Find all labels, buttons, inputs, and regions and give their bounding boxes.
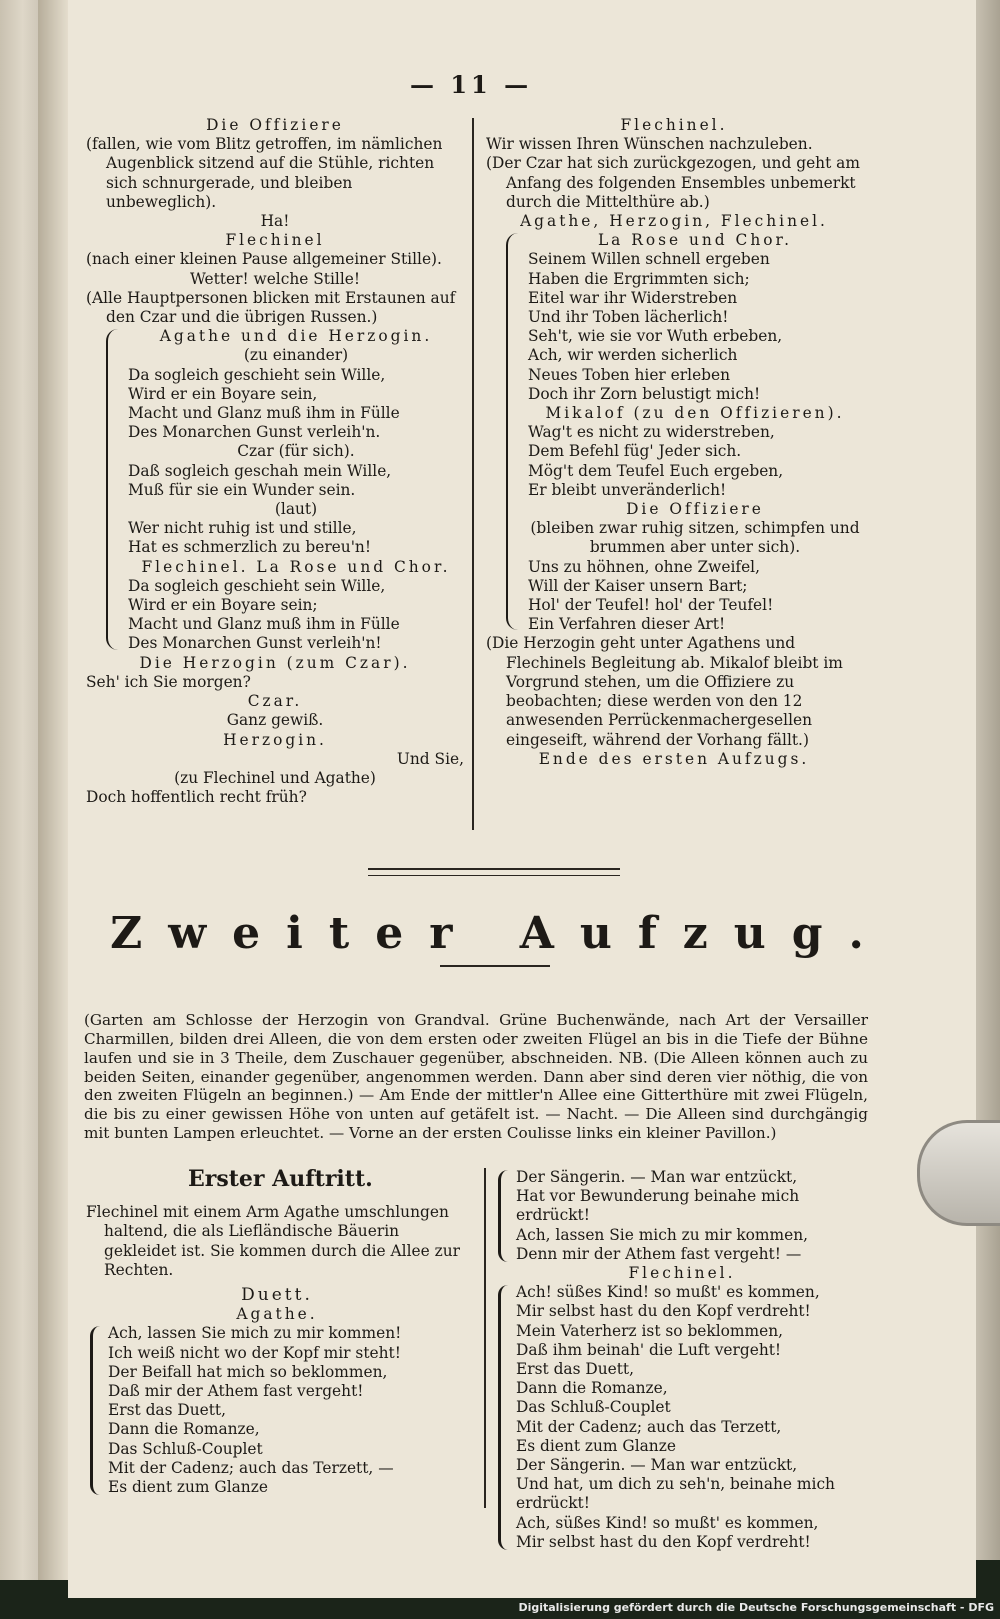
text-line: Der Sängerin. — Man war entzückt, xyxy=(516,1456,798,1475)
text-line: Wird er ein Boyare sein; xyxy=(128,596,318,615)
text-line: Wetter! welche Stille! xyxy=(189,269,361,288)
text-line: Ach! süßes Kind! so mußt' es kommen, xyxy=(516,1283,820,1302)
act-title-underline xyxy=(440,965,550,967)
scene-column-right xyxy=(494,1168,870,1552)
scene-title: Erster Auftritt. xyxy=(188,1166,373,1192)
text-line: Der Sängerin. — Man war entzückt, xyxy=(516,1168,798,1186)
text-line: Dann die Romanze, xyxy=(516,1379,668,1398)
text-line: La Rose und Chor. xyxy=(597,231,793,250)
book-left-edge xyxy=(0,0,38,1580)
text-line: Er bleibt unveränderlich! xyxy=(528,480,727,499)
text-line: Mir selbst hast du den Kopf verdreht! xyxy=(516,1532,811,1551)
text-line: Hat vor Bewunderung beinahe mich erdrückt! xyxy=(516,1187,800,1225)
text-line: (Die Herzogin geht unter Agathens und Flechinels Begleitung ab. Mikalof bleibt im Vorgrund stehen, um die Offiziere zu beobachten; diese werden von den 12 anwesenden Perrückenmachergesellen eingeseift, während der Vorhang fällt.) xyxy=(486,634,843,749)
text-line: Seh' ich Sie morgen? xyxy=(86,672,251,691)
text-line: Hol' der Teufel! hol' der Teufel! xyxy=(528,596,774,615)
scene-column-left xyxy=(86,1168,468,1497)
text-line: Herzogin. xyxy=(223,730,327,749)
text-line: Ein Verfahren dieser Art! xyxy=(528,615,726,634)
text-line: Mein Vaterherz ist so beklommen, xyxy=(516,1321,784,1340)
left-verse-block xyxy=(86,327,464,653)
text-line: (fallen, wie vom Blitz getroffen, im nämlichen Augenblick sitzend auf die Stühle, richten sich schnurgerade, und bleiben unbeweglich). xyxy=(86,135,443,211)
text-line: Die Offiziere xyxy=(626,500,764,519)
left-column xyxy=(86,116,464,807)
text-line: Seinem Willen schnell ergeben xyxy=(528,250,770,269)
text-line: Wag't es nicht zu widerstreben, xyxy=(528,423,775,442)
text-line: Es dient zum Glanze xyxy=(108,1478,268,1497)
singer-agathe: Agathe. xyxy=(236,1305,318,1324)
text-line: Mit der Cadenz; auch das Terzett, xyxy=(516,1417,782,1436)
text-line: Der Beifall hat mich so beklommen, xyxy=(108,1362,388,1381)
text-line: Agathe und die Herzogin. xyxy=(159,327,433,346)
text-line: Mög't dem Teufel Euch ergeben, xyxy=(528,461,784,480)
text-line: Ach, lassen Sie mich zu mir kommen! xyxy=(108,1324,402,1343)
text-line: Mikalof (zu den Offizieren). xyxy=(545,404,845,423)
duet-verse-right-b xyxy=(494,1283,870,1552)
text-line: Czar. xyxy=(247,692,303,711)
text-line: Doch hoffentlich recht früh? xyxy=(86,788,307,807)
stage-setting: (Garten am Schlosse der Herzogin von Grandval. Grüne Buchenwände, nach Art der Versailler Charmillen, bilden drei Alleen, die von dem ersten oder zweiten Flügel an bis in die Tiefe der Bühne laufen und sie in 3 Theile, dem Zuschauer gegenüber, abschneiden. NB. (Die Alleen können auch zu beiden Seiten, einander gegenüber, angenommen werden. Dann aber sind deren vier nöthig, die von den zweiten Flügeln an beginnen.) — Am Ende der mittler'n Allee eine Gitterthüre mit zwei Flügeln, die bis zu einer gewissen Höhe von unten auf getäfelt ist. — Nacht. — Die Alleen sind durchgängig mit bunten Lampen erleuchtet. — Vorne an der ersten Coulisse links ein kleiner Pavillon.) xyxy=(84,1011,868,1142)
text-line: Es dient zum Glanze xyxy=(516,1436,676,1455)
right-column-end xyxy=(486,634,862,768)
text-line: Dem Befehl füg' Jeder sich. xyxy=(528,442,742,461)
left-column-end xyxy=(86,654,464,808)
text-line: Czar (für sich). xyxy=(237,442,355,461)
page-number: — 11 — xyxy=(410,70,533,99)
text-line: Ach, wir werden sicherlich xyxy=(528,346,738,365)
text-line: Seh't, wie sie vor Wuth erbeben, xyxy=(528,327,783,346)
text-line: Eitel war ihr Widerstreben xyxy=(528,288,738,307)
text-line: Ganz gewiß. xyxy=(226,711,324,730)
text-line: Und hat, um dich zu seh'n, beinahe mich erdrückt! xyxy=(516,1475,835,1513)
scene-direction: Flechinel mit einem Arm Agathe umschlungen haltend, die als Liefländische Bäuerin gekleidet ist. Sie kommen durch die Allee zur Rechten. xyxy=(86,1203,460,1279)
book-right-edge xyxy=(976,0,1000,1560)
text-line: (zu einander) xyxy=(243,346,349,365)
text-line: Denn mir der Athem fast vergeht! — xyxy=(516,1244,802,1263)
text-line: (nach einer kleinen Pause allgemeiner Stille). xyxy=(86,250,442,269)
text-line: Das Schluß-Couplet xyxy=(108,1439,263,1458)
right-verse-block xyxy=(486,231,862,634)
left-column-text xyxy=(86,116,464,327)
act-title: Zweiter Aufzug. xyxy=(110,908,890,959)
text-line: Agathe, Herzogin, Flechinel. xyxy=(520,212,828,231)
text-line: Neues Toben hier erleben xyxy=(528,365,731,384)
text-line: Ha! xyxy=(260,212,290,231)
text-line: Erst das Duett, xyxy=(516,1360,635,1379)
text-line: Muß für sie ein Wunder sein. xyxy=(128,480,356,499)
text-line: (zu Flechinel und Agathe) xyxy=(174,768,376,787)
text-line: Macht und Glanz muß ihm in Fülle xyxy=(128,615,400,634)
text-line: Des Monarchen Gunst verleih'n. xyxy=(128,423,381,442)
text-line: Mir selbst hast du den Kopf verdreht! xyxy=(516,1302,811,1321)
text-line: Mit der Cadenz; auch das Terzett, — xyxy=(108,1458,394,1477)
text-line: (Der Czar hat sich zurückgezogen, und geht am Anfang des folgenden Ensembles unbemerkt durch die Mittelthüre ab.) xyxy=(486,154,860,211)
right-column-text xyxy=(486,116,862,231)
book-gutter xyxy=(38,0,68,1580)
text-line: Flechinel xyxy=(225,231,325,250)
text-line: Ach, süßes Kind! so mußt' es kommen, xyxy=(516,1513,819,1532)
text-line: Flechinel. La Rose und Chor. xyxy=(141,557,451,576)
text-line: Will der Kaiser unsern Bart; xyxy=(528,576,748,595)
text-line: Da sogleich geschieht sein Wille, xyxy=(128,576,386,595)
text-line: Daß sogleich geschah mein Wille, xyxy=(128,461,392,480)
text-line: (bleiben zwar ruhig sitzen, schimpfen und brummen aber unter sich). xyxy=(530,519,860,557)
text-line: Macht und Glanz muß ihm in Fülle xyxy=(128,404,400,423)
text-line: Und Sie, xyxy=(396,749,464,768)
text-line: Ende des ersten Aufzugs. xyxy=(538,749,810,768)
column-divider-lower xyxy=(484,1168,486,1508)
text-line: Dann die Romanze, xyxy=(108,1420,260,1439)
text-line: (laut) xyxy=(274,500,318,519)
text-line: Ach, lassen Sie mich zu mir kommen, xyxy=(516,1225,809,1244)
text-line: Hat es schmerzlich zu bereu'n! xyxy=(128,538,372,557)
text-line: Erst das Duett, xyxy=(108,1401,227,1420)
text-line: Uns zu höhnen, ohne Zweifel, xyxy=(528,557,761,576)
act-divider xyxy=(368,868,620,876)
digitization-footer: Digitalisierung gefördert durch die Deutsche Forschungsgemeinschaft - DFG xyxy=(518,1601,994,1614)
text-line: Daß ihm beinah' die Luft vergeht! xyxy=(516,1340,782,1359)
text-line: Da sogleich geschieht sein Wille, xyxy=(128,365,386,384)
text-line: Des Monarchen Gunst verleih'n! xyxy=(128,634,382,653)
text-line: Haben die Ergrimmten sich; xyxy=(528,269,750,288)
singer-flechinel: Flechinel. xyxy=(628,1264,736,1283)
song-title: Duett. xyxy=(241,1285,313,1306)
text-line: Und ihr Toben lächerlich! xyxy=(528,308,729,327)
text-line: Wer nicht ruhig ist und stille, xyxy=(128,519,357,538)
text-line: Daß mir der Athem fast vergeht! xyxy=(108,1382,364,1401)
text-line: Die Offiziere xyxy=(206,116,344,134)
duet-verse-right-a xyxy=(494,1168,870,1264)
right-column xyxy=(486,116,862,769)
text-line: Die Herzogin (zum Czar). xyxy=(139,653,411,672)
text-line: Wird er ein Boyare sein, xyxy=(128,384,318,403)
text-line: Wir wissen Ihren Wünschen nachzuleben. xyxy=(486,135,813,154)
text-line: Flechinel. xyxy=(620,116,728,134)
text-line: (Alle Hauptpersonen blicken mit Erstaunen auf den Czar und die übrigen Russen.) xyxy=(86,288,456,327)
page-clip xyxy=(917,1120,1000,1226)
text-line: Das Schluß-Couplet xyxy=(516,1398,671,1417)
text-line: Doch ihr Zorn belustigt mich! xyxy=(528,384,761,403)
duet-verse-left xyxy=(86,1324,468,1497)
column-divider xyxy=(472,118,474,830)
text-line: Ich weiß nicht wo der Kopf mir steht! xyxy=(108,1343,401,1362)
